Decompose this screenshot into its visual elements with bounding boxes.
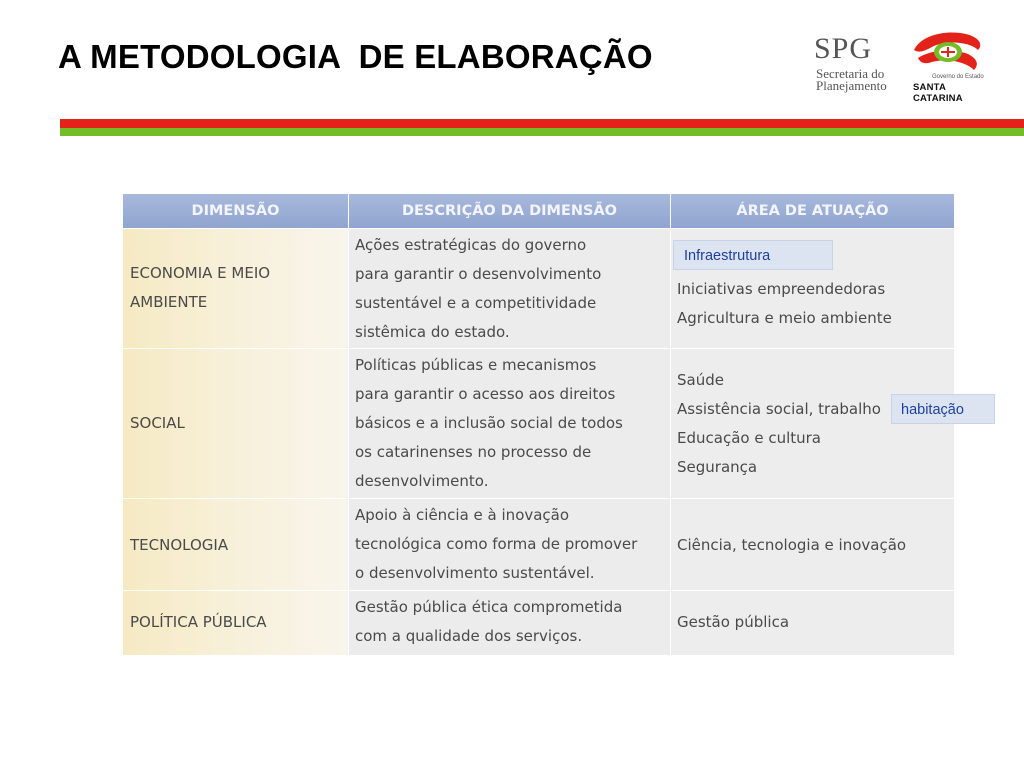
description-line: o desenvolvimento sustentável. <box>355 564 595 582</box>
area-line: Agricultura e meio ambiente <box>677 309 892 327</box>
description-line: Políticas públicas e mecanismos <box>355 356 597 374</box>
header-stripe-red <box>60 119 1024 128</box>
header-area: ÁREA DE ATUAÇÃO <box>736 203 889 219</box>
cell-area <box>671 591 954 655</box>
header-dimension: DIMENSÃO <box>191 203 280 219</box>
cell-dimension <box>123 499 348 590</box>
logo-line-1: Secretaria do <box>816 66 885 81</box>
area-line: Ciência, tecnologia e inovação <box>677 536 907 554</box>
santa-catarina-emblem-icon <box>908 28 988 80</box>
description-line: para garantir o desenvolvimento <box>355 265 602 283</box>
dimension-line: TECNOLOGIA <box>130 536 229 554</box>
cell-description <box>349 229 670 348</box>
callout-habitacao: habitação <box>891 394 995 424</box>
area-line: Assistência social, trabalho <box>677 400 881 418</box>
cell-description <box>349 499 670 590</box>
dimension-line: POLÍTICA PÚBLICA <box>130 613 267 631</box>
description-line: tecnológica como forma de promover <box>355 535 638 553</box>
description-line: Apoio à ciência e à inovação <box>355 506 570 524</box>
description-line: básicos e a inclusão social de todos <box>355 414 623 432</box>
dimension-line: AMBIENTE <box>130 293 208 311</box>
logo-acronym: SPG <box>814 32 873 65</box>
table-row <box>123 499 954 590</box>
cell-description <box>349 591 670 655</box>
area-line: Segurança <box>677 458 758 476</box>
description-line: Gestão pública ética comprometida <box>355 598 623 616</box>
description-line: para garantir o acesso aos direitos <box>355 385 616 403</box>
cell-dimension <box>123 229 348 348</box>
header-stripe-green <box>60 128 1024 136</box>
dimension-line: ECONOMIA E MEIO <box>130 264 271 282</box>
spg-logo <box>814 28 994 104</box>
area-line: Saúde <box>677 371 724 389</box>
cell-description <box>349 349 670 498</box>
callout-infraestrutura: Infraestrutura <box>673 240 833 270</box>
description-line: com a qualidade dos serviços. <box>355 627 583 645</box>
logo-subtitle <box>816 68 887 92</box>
column-divider <box>670 194 671 655</box>
description-line: desenvolvimento. <box>355 472 489 490</box>
description-line: sistêmica do estado. <box>355 323 510 341</box>
area-line: Iniciativas empreendedoras <box>677 280 886 298</box>
area-line: Gestão pública <box>677 613 790 631</box>
logo-state-name: SANTA CATARINA <box>913 82 963 104</box>
description-line: Ações estratégicas do governo <box>355 236 587 254</box>
cell-dimension <box>123 349 348 498</box>
logo-line-2: Planejamento <box>816 78 887 93</box>
logo-government-text: Governo do Estado <box>932 74 984 80</box>
cell-dimension <box>123 591 348 655</box>
header-description: DESCRIÇÃO DA DIMENSÃO <box>401 203 618 219</box>
area-line: Educação e cultura <box>677 429 821 447</box>
description-line: os catarinenses no processo de <box>355 443 592 461</box>
column-divider <box>348 194 349 655</box>
slide-title: A METODOLOGIA DE ELABORAÇÃO <box>58 38 653 75</box>
dimension-line: SOCIAL <box>130 414 185 432</box>
description-line: sustentável e a competitividade <box>355 294 597 312</box>
table-row <box>123 591 954 655</box>
cell-area <box>671 499 954 590</box>
table-row <box>123 349 954 498</box>
table-header <box>123 194 954 228</box>
